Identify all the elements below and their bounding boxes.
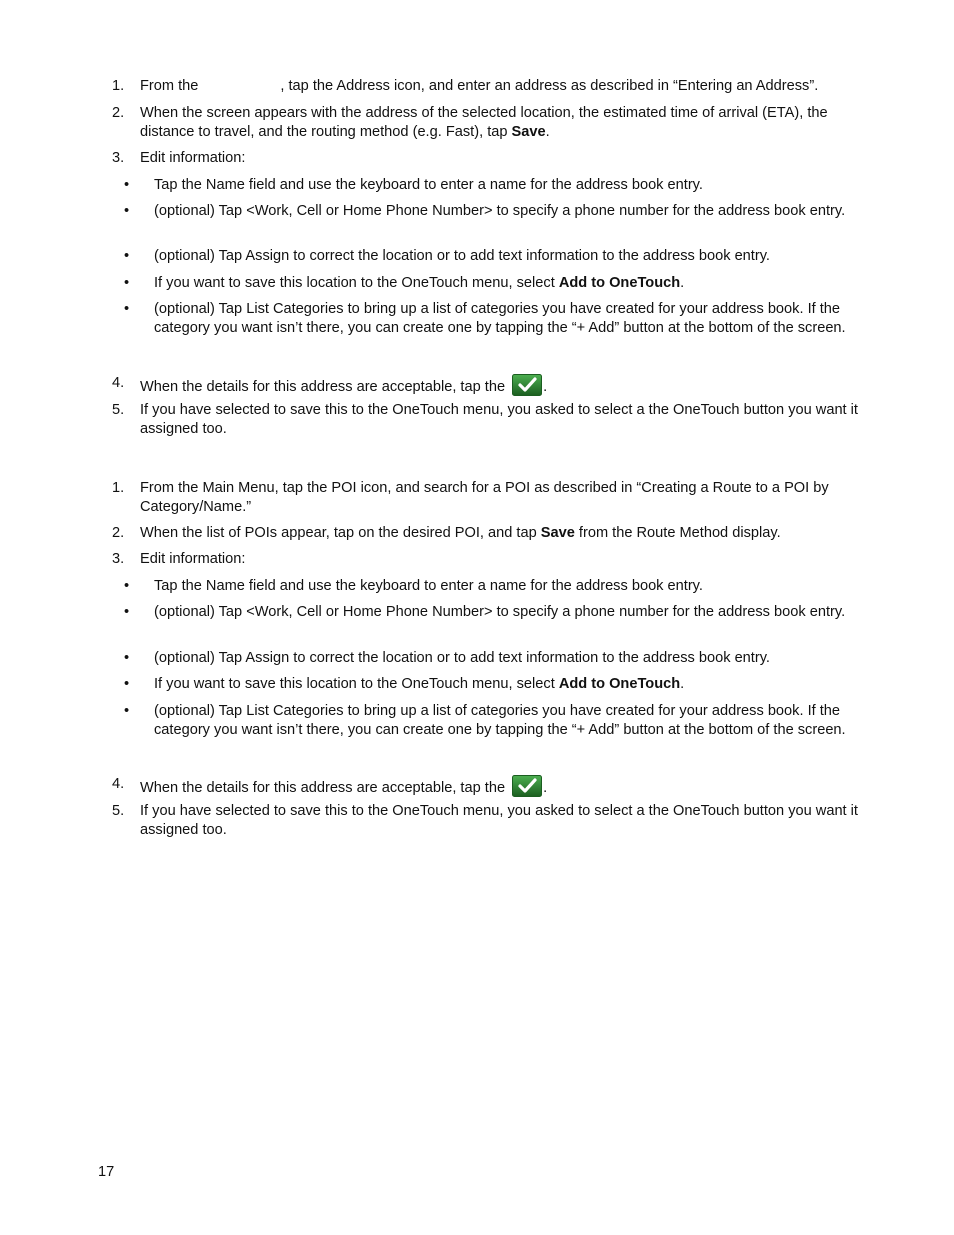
bullet-icon: • [124,301,130,317]
step-text: If you have selected to save this to the OneTouch menu, you asked to select a the OneTouch button you want it assigned too. [140,402,858,437]
checkmark-icon [512,374,542,396]
step-number: 5. [112,803,125,819]
bullet-text: Tap the Name field and use the keyboard to enter a name for the address book entry. [154,578,703,594]
bullet-text: (optional) Tap <Work, Cell or Home Phone Number> to specify a phone number for the address book entry. [154,203,846,219]
bullet-text: If you want to save this location to the OneTouch menu, select Add to OneTouch. [154,676,685,692]
step-text: From the Main Menu, tap the POI icon, and search for a POI as described in “Creating a Route to a POI by Category/Name.” [140,480,829,515]
step-number: 1. [112,78,125,94]
checkmark-icon [512,775,542,797]
bullet-text: (optional) Tap <Work, Cell or Home Phone Number> to specify a phone number for the address book entry. [154,604,846,620]
step-number: 4. [112,776,125,792]
step-text: Edit information: [140,551,246,567]
step-number: 1. [112,480,125,496]
bullet-icon: • [124,703,130,719]
bullet-icon: • [124,203,130,219]
step-text: When the screen appears with the address of the selected location, the estimated time of arrival (ETA), the distance to travel, and the routing method (e.g. Fast), tap Save. [140,105,828,140]
step-text: When the details for this address are acceptable, tap the . [140,775,875,798]
bullet-text: (optional) Tap Assign to correct the location or to add text information to the address book entry. [154,650,770,666]
bullet-icon: • [124,578,130,594]
bullet-icon: • [124,650,130,666]
bullet-icon: • [124,275,130,291]
step-number: 5. [112,402,125,418]
bullet-icon: • [124,676,130,692]
step-text: Edit information: [140,150,246,166]
step-number: 2. [112,525,125,541]
bullet-icon: • [124,604,130,620]
step-text: When the list of POIs appear, tap on the desired POI, and tap Save from the Route Method display. [140,525,781,541]
step-number: 4. [112,375,125,391]
bullet-icon: • [124,177,130,193]
bullet-text: (optional) Tap List Categories to bring up a list of categories you have created for your address book. If the category you want isn’t there, you can create one by tapping the “+ Add” button at the bottom of the screen. [154,301,846,336]
step-number: 3. [112,150,125,166]
bullet-text: Tap the Name field and use the keyboard to enter a name for the address book entry. [154,177,703,193]
step-text: When the details for this address are acceptable, tap the . [140,374,875,397]
bullet-text: (optional) Tap List Categories to bring up a list of categories you have created for your address book. If the category you want isn’t there, you can create one by tapping the “+ Add” button at the bottom of the screen. [154,703,846,738]
bullet-text: (optional) Tap Assign to correct the location or to add text information to the address book entry. [154,248,770,264]
page-number: 17 [98,1164,115,1180]
step-text: If you have selected to save this to the OneTouch menu, you asked to select a the OneTouch button you want it assigned too. [140,803,858,838]
bullet-text: If you want to save this location to the OneTouch menu, select Add to OneTouch. [154,275,685,291]
step-number: 3. [112,551,125,567]
step-text: From the , tap the Address icon, and enter an address as described in “Entering an Address”. [140,78,819,94]
step-number: 2. [112,105,125,121]
bullet-icon: • [124,248,130,264]
